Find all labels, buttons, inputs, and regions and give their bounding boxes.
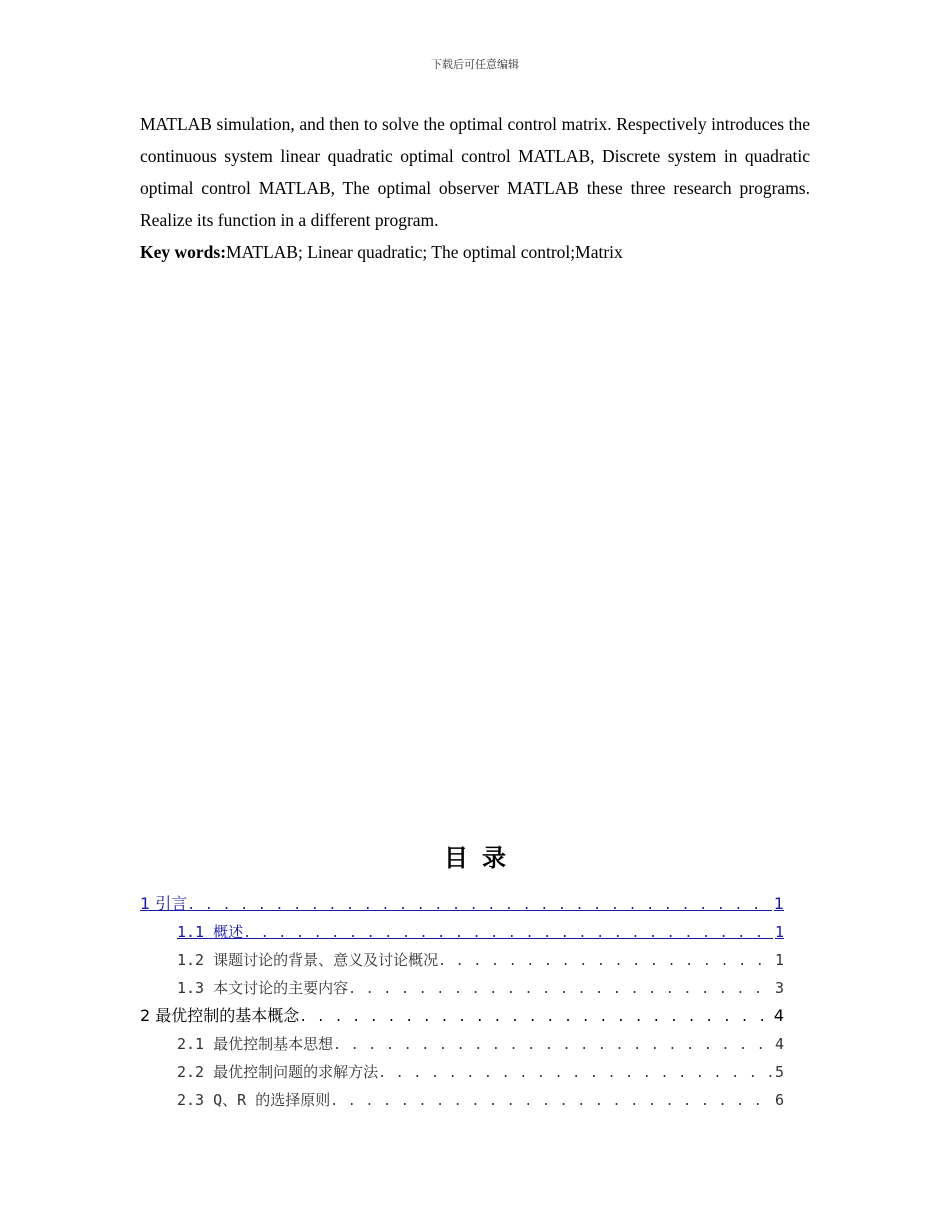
- toc-leader-dots: [243, 920, 773, 948]
- toc-leader-dots: [333, 1032, 773, 1060]
- toc-leader-dots: [378, 1060, 773, 1088]
- toc-leader-dots: [348, 976, 773, 1004]
- toc-entry-solution-methods[interactable]: [140, 1058, 784, 1086]
- page-header: 下载后可任意编辑: [431, 58, 519, 71]
- toc-entry-basic-concepts[interactable]: [140, 1002, 784, 1030]
- toc-entry-label: 1.3 本文讨论的主要内容: [177, 979, 349, 997]
- abstract-paragraph: [140, 108, 810, 236]
- toc-leader-dots: [187, 892, 772, 920]
- toc-entry-page: 4: [773, 1006, 784, 1025]
- toc-entry-introduction[interactable]: [140, 890, 784, 918]
- toc-entry-main-content[interactable]: [140, 974, 784, 1002]
- toc-entry-background[interactable]: [140, 946, 784, 974]
- keywords-value: MATLAB; Linear quadratic; The optimal control;Matrix: [226, 242, 623, 262]
- toc-leader-dots: [438, 948, 773, 976]
- keywords-line: [140, 236, 810, 268]
- keywords-label: Key words:: [140, 242, 227, 262]
- toc-entry-label: 2.1 最优控制基本思想: [177, 1035, 334, 1053]
- toc-entry-label: 1.2 课题讨论的背景、意义及讨论概况: [177, 951, 439, 969]
- toc-entry-page: 1: [774, 951, 784, 969]
- toc-title: 目录: [444, 844, 520, 872]
- toc-entry-basic-idea[interactable]: [140, 1030, 784, 1058]
- toc-leader-dots: [299, 1004, 772, 1032]
- toc-entry-page: 6: [774, 1091, 784, 1109]
- toc-entry-label: 2.2 最优控制问题的求解方法: [177, 1063, 379, 1081]
- toc-entry-page: 1: [774, 923, 784, 941]
- toc-entry-label: 1.1 概述: [177, 923, 244, 941]
- table-of-contents: [140, 890, 784, 1114]
- toc-entry-page: 3: [774, 979, 784, 997]
- toc-entry-overview[interactable]: [140, 918, 784, 946]
- toc-entry-label: 1 引言: [140, 894, 188, 913]
- toc-leader-dots: [330, 1088, 773, 1116]
- toc-entry-page: 4: [774, 1035, 784, 1053]
- toc-entry-page: 1: [773, 894, 784, 913]
- toc-entry-label: 2 最优控制的基本概念: [140, 1006, 300, 1025]
- toc-entry-label: 2.3 Q、R 的选择原则: [177, 1091, 331, 1109]
- toc-entry-qr-selection[interactable]: [140, 1086, 784, 1114]
- toc-entry-page: 5: [774, 1063, 784, 1081]
- abstract-text: MATLAB simulation, and then to solve the optimal control matrix. Respectively introduces the continuous system linear quadratic optimal control MATLAB, Discrete system in quadratic optimal control MATLAB, The optimal observer MATLAB these three research programs. Realize its function in a different program.: [140, 114, 810, 230]
